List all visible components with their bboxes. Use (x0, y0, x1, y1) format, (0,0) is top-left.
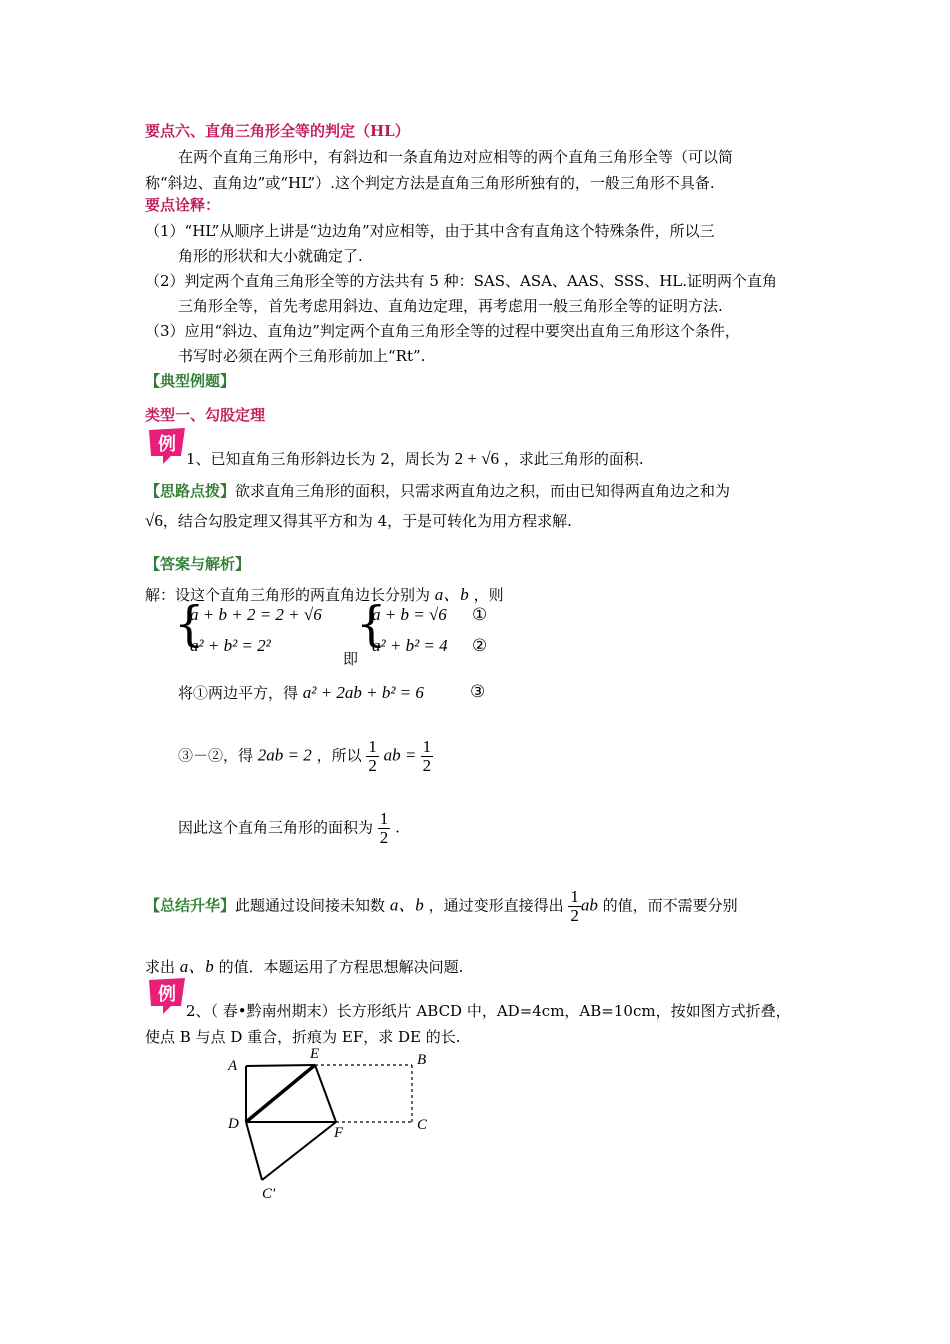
summary: 【总结升华】此题通过设间接未知数 a、b ，通过变形直接得出 $\frac{1}{2}$ ab 的值，而不需要分别 (145, 887, 738, 925)
examples-title: 【典型例题】 (145, 372, 236, 390)
label-F: F (334, 1125, 344, 1141)
brace-1: { (174, 596, 205, 652)
ex1-question: 1、已知直角三角形斜边长为 2，周长为 2 + √6 ，求此三角形的面积. (186, 449, 644, 468)
label-E: E (310, 1046, 320, 1062)
label-C: C (417, 1117, 428, 1133)
type1-title: 类型一、勾股定理 (145, 406, 266, 424)
note-2a: （2）判定两个直角三角形全等的方法共有 5 种：SAS、ASA、AAS、SSS、HL.证明两个直角 (145, 272, 778, 290)
note-3a: （3）应用“斜边、直角边”判定两个直角三角形全等的过程中要突出直角三角形这个条件， (145, 322, 740, 340)
ex1-solution-intro: 解：设这个直角三角形的两直角边长分别为 a、b ，则 (145, 585, 504, 604)
section-text-line2: 称“斜边、直角边”或“HL”）.这个判定方法是直角三角形所独有的，一般三角形不具备. (145, 174, 715, 192)
sys2-eq1: a + b = √6 (372, 605, 447, 624)
step2: ③－②，得 2ab = 2 ，所以 $\frac{1}{2}$ ab = $\frac{1}{2}$ (178, 737, 432, 775)
sys1-eq2: a² + b² = 2² (190, 636, 271, 655)
ex1-hint-line2: √6，结合勾股定理又得其平方和为 4，于是可转化为用方程求解. (145, 511, 572, 530)
example-badge-icon (145, 426, 189, 466)
label-B: B (417, 1052, 427, 1068)
example-badge-icon (145, 976, 189, 1016)
label-D: D (228, 1116, 239, 1132)
ex1-perimeter: 2 + √6 (454, 449, 500, 468)
note-1b: 角形的形状和大小就确定了. (178, 247, 363, 265)
ex2-line2: 使点 B 与点 D 重合，折痕为 EF，求 DE 的长. (145, 1028, 461, 1046)
ex1-hint: 【思路点拨】欲求直角三角形的面积，只需求两直角边之积，而由已知得两直角边之和为 (145, 482, 731, 500)
ex2-line1: 2、（ 春•黔南州期末）长方形纸片 ABCD 中，AD=4cm，AB=10cm，按如图方式折叠， (186, 1002, 791, 1020)
label-A: A (228, 1058, 238, 1074)
notes-title: 要点诠释： (145, 196, 221, 214)
step1: 将①两边平方，得 a² + 2ab + b² = 6 (178, 683, 424, 702)
brace-2: { (356, 596, 387, 652)
fold-figure (220, 1040, 440, 1210)
mark-2: ② (472, 636, 488, 655)
note-2b: 三角形全等，首先考虑用斜边、直角边定理，再考虑用一般三角形全等的证明方法. (178, 297, 723, 315)
label-C-prime: C′ (262, 1186, 276, 1202)
example-badge-char: 例 (158, 984, 176, 1005)
sys1-eq1: a + b + 2 = 2 + √6 (190, 605, 322, 624)
sys2-eq2: a² + b² = 4 (372, 636, 448, 655)
ex1-answer-label: 【答案与解析】 (145, 555, 251, 573)
ji-text: 即 (343, 650, 359, 668)
note-1a: （1）“HL”从顺序上讲是“边边角”对应相等，由于其中含有直角这个特殊条件，所以三 (145, 222, 715, 240)
summary-line2: 求出 a、b 的值．本题运用了方程思想解决问题. (145, 957, 464, 976)
mark-3: ③ (470, 682, 486, 701)
section-text-line1: 在两个直角三角形中，有斜边和一条直角边对应相等的两个直角三角形全等（可以简 (178, 148, 734, 166)
note-3b: 书写时必须在两个三角形前加上“Rt”. (178, 347, 426, 365)
mark-1: ① (472, 605, 488, 624)
section-title: 要点六、直角三角形全等的判定（HL） (145, 122, 410, 140)
example-badge-char: 例 (158, 434, 176, 455)
conclusion: 因此这个直角三角形的面积为 $\frac{1}{2}$ . (178, 809, 400, 847)
